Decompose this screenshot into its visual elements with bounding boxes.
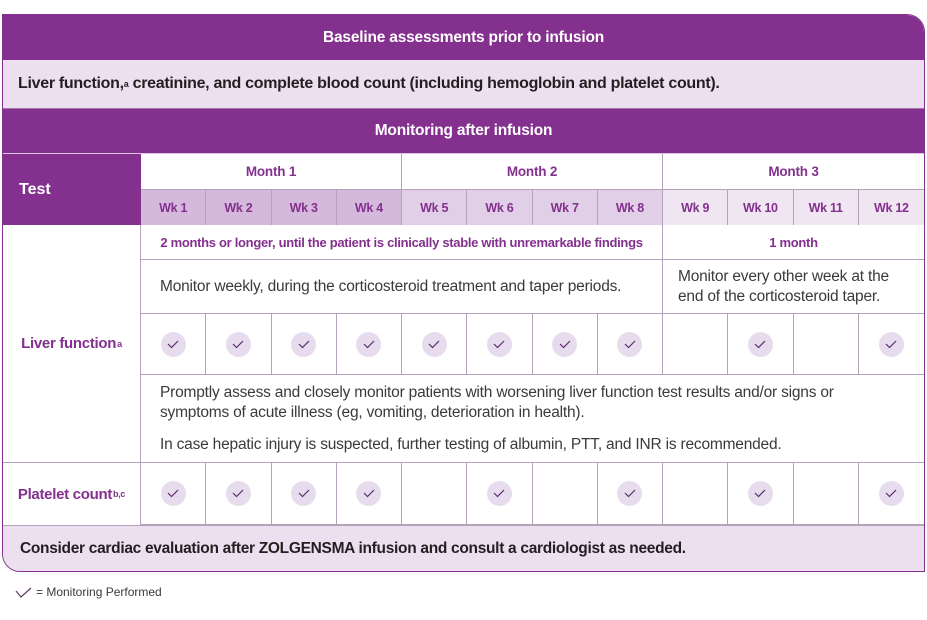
platelet-week-9-cell [663,463,728,525]
platelet-week-3-cell [272,463,337,525]
month-3-header: Month 3 [663,154,924,190]
liver-note-1: Promptly assess and closely monitor patients with worsening liver function test results and/or signs or symptoms of acute illness (eg, vomiting, deterioration in health). [160,383,834,421]
liver-week-11-cell [794,314,859,375]
week-5-header: Wk 5 [402,190,467,225]
month-2-header: Month 2 [402,154,663,190]
check-icon [291,481,316,506]
week-4-header: Wk 4 [337,190,402,225]
check-icon [748,332,773,357]
monitoring-header: Monitoring after infusion [3,108,924,153]
check-icon [879,332,904,357]
liver-week-5-cell [402,314,467,375]
platelet-week-2-cell [206,463,271,525]
platelet-week-8-cell [598,463,663,525]
week-12-header: Wk 12 [859,190,924,225]
baseline-header: Baseline assessments prior to infusion [3,15,924,60]
check-icon [161,481,186,506]
baseline-text-part2: creatinine, and complete blood count (including hemoglobin and platelet count). [128,75,720,92]
platelet-week-12-cell [859,463,924,525]
footnote-a: a [123,79,129,89]
liver-instruction-month-3: Monitor every other week at the end of the corticosteroid taper. [663,260,924,314]
week-9-header: Wk 9 [663,190,728,225]
liver-week-2-cell [206,314,271,375]
liver-notes [141,375,924,463]
footnote-bc: b,c [113,489,126,499]
baseline-text-part1: Liver function, [18,75,124,92]
check-icon [879,481,904,506]
liver-week-7-cell [533,314,598,375]
liver-week-3-cell [272,314,337,375]
week-1-header: Wk 1 [141,190,206,225]
check-icon [617,481,642,506]
week-2-header: Wk 2 [206,190,271,225]
liver-week-12-cell [859,314,924,375]
test-column-header: Test [3,154,141,225]
platelet-week-10-cell [728,463,793,525]
liver-note-2: In case hepatic injury is suspected, further testing of albumin, PTT, and INR is recommended. [160,435,782,453]
legend-text: = Monitoring Performed [36,585,162,599]
legend [15,585,162,599]
check-icon [356,332,381,357]
platelet-week-11-cell [794,463,859,525]
check-icon [161,332,186,357]
month-1-header: Month 1 [141,154,402,190]
platelet-week-4-cell [337,463,402,525]
liver-week-10-cell [728,314,793,375]
liver-duration-month-3: 1 month [663,225,924,260]
footnote-a: a [117,338,122,349]
liver-week-1-cell [141,314,206,375]
liver-function-label [3,225,141,463]
platelet-week-1-cell [141,463,206,525]
week-7-header: Wk 7 [533,190,598,225]
check-icon [15,587,32,598]
check-icon [226,481,251,506]
platelet-count-label-text: Platelet count [17,485,113,503]
platelet-count-label [3,463,141,525]
liver-week-6-cell [467,314,532,375]
check-icon [291,332,316,357]
liver-instruction-months-1-2: Monitor weekly, during the corticosteroid treatment and taper periods. [141,260,663,314]
week-10-header: Wk 10 [728,190,793,225]
platelet-week-6-cell [467,463,532,525]
check-icon [552,332,577,357]
platelet-week-5-cell [402,463,467,525]
check-icon [226,332,251,357]
check-icon [748,481,773,506]
check-icon [422,332,447,357]
liver-week-4-cell [337,314,402,375]
week-6-header: Wk 6 [467,190,532,225]
liver-function-label-text: Liver function [21,335,117,352]
cardiac-evaluation-footer: Consider cardiac evaluation after ZOLGENSMA infusion and consult a cardiologist as needed. [3,525,924,571]
monitoring-grid [3,153,924,525]
monitoring-table [2,14,925,572]
check-icon [487,481,512,506]
liver-week-8-cell [598,314,663,375]
week-8-header: Wk 8 [598,190,663,225]
baseline-assessments-text [3,60,924,108]
liver-duration-months-1-2: 2 months or longer, until the patient is clinically stable with unremarkable findings [141,225,663,260]
week-3-header: Wk 3 [272,190,337,225]
week-11-header: Wk 11 [794,190,859,225]
platelet-week-7-cell [533,463,598,525]
check-icon [487,332,512,357]
check-icon [356,481,381,506]
check-icon [617,332,642,357]
liver-week-9-cell [663,314,728,375]
